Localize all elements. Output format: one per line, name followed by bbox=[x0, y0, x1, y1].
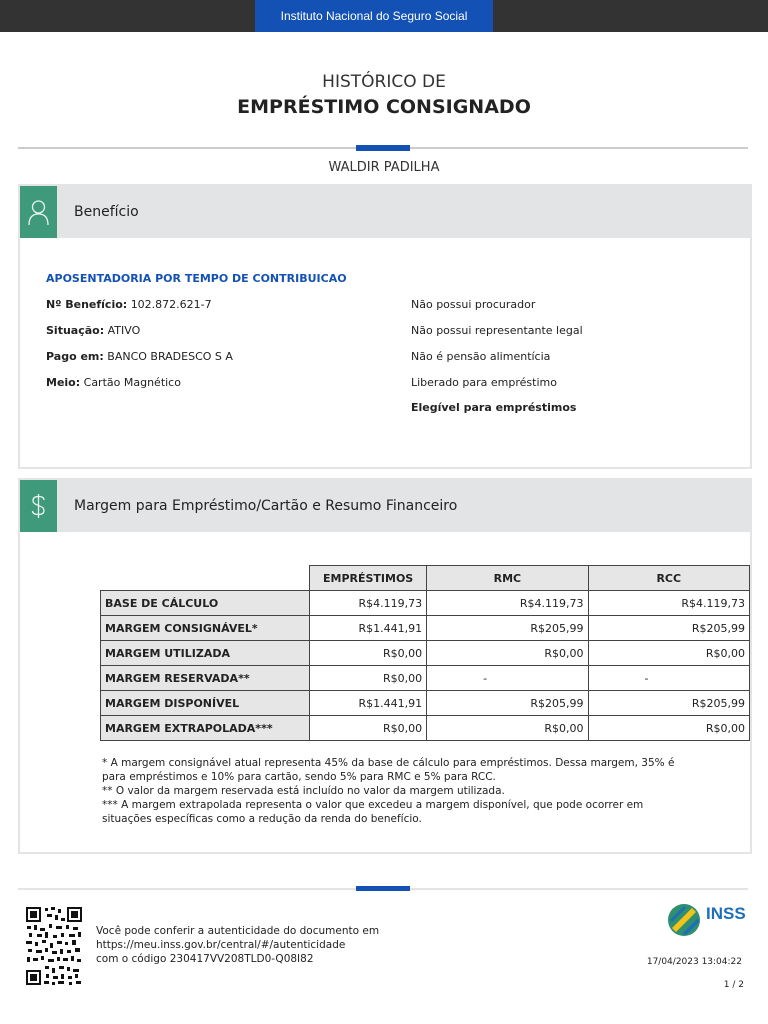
benefit-method-label: Meio: bbox=[46, 376, 81, 389]
cell-rcc: R$0,00 bbox=[588, 641, 749, 666]
table-row bbox=[101, 666, 750, 691]
benefit-alimony-status: Não é pensão alimentícia bbox=[411, 350, 551, 363]
benefit-attorney-status: Não possui procurador bbox=[411, 298, 536, 311]
inss-logo bbox=[666, 902, 746, 938]
cell-rmc: R$4.119,73 bbox=[427, 591, 588, 616]
person-icon bbox=[27, 198, 50, 226]
cell-rcc: R$205,99 bbox=[588, 616, 749, 641]
cell-loans: R$0,00 bbox=[310, 716, 427, 741]
finance-section-title: Margem para Empréstimo/Cartão e Resumo Financeiro bbox=[74, 498, 458, 514]
dollar-icon-box bbox=[20, 480, 57, 532]
finance-table-corner bbox=[101, 566, 310, 591]
finance-card-header bbox=[20, 480, 750, 532]
cell-rmc: R$205,99 bbox=[427, 691, 588, 716]
cell-loans: R$4.119,73 bbox=[310, 591, 427, 616]
authenticity-url: https://meu.inss.gov.br/central/#/autenticidade bbox=[96, 939, 346, 951]
column-header-loans: EMPRÉSTIMOS bbox=[310, 566, 427, 591]
benefit-method-value: Cartão Magnético bbox=[83, 376, 181, 389]
page-number: 1 / 2 bbox=[723, 980, 744, 990]
person-icon-box bbox=[20, 186, 57, 238]
benefit-section-title: Benefício bbox=[74, 204, 139, 220]
footer-divider-accent bbox=[356, 886, 410, 891]
benefit-card bbox=[18, 184, 752, 469]
authenticity-code: com o código 230417VV208TLD0-Q08I82 bbox=[96, 953, 314, 965]
benefit-status-label: Situação: bbox=[46, 324, 105, 337]
row-label: MARGEM UTILIZADA bbox=[101, 641, 310, 666]
benefit-paid-value: BANCO BRADESCO S A bbox=[107, 350, 233, 363]
benefit-loan-release-status: Liberado para empréstimo bbox=[411, 376, 557, 389]
benefit-method-row bbox=[46, 376, 181, 389]
document-title-line1: HISTÓRICO DE bbox=[322, 72, 446, 92]
issue-datetime: 17/04/2023 13:04:22 bbox=[646, 957, 742, 967]
cell-loans: R$1.441,91 bbox=[310, 616, 427, 641]
top-bar bbox=[0, 0, 768, 32]
cell-rmc: R$0,00 bbox=[427, 716, 588, 741]
table-row bbox=[101, 716, 750, 741]
authenticity-line: Você pode conferir a autenticidade do documento em bbox=[96, 925, 380, 937]
finance-table bbox=[100, 565, 750, 741]
inss-logo-icon bbox=[666, 902, 702, 938]
cell-rmc: R$205,99 bbox=[427, 616, 588, 641]
table-row bbox=[101, 641, 750, 666]
title-divider-accent bbox=[356, 145, 410, 151]
note-extrapolated: *** A margem extrapolada representa o valor que excedeu a margem disponível, que pode ocorrer em situações específicas como a redução da renda do benefício. bbox=[102, 799, 644, 825]
row-label: MARGEM CONSIGNÁVEL* bbox=[101, 616, 310, 641]
benefit-status-row bbox=[46, 324, 140, 337]
benefit-representative-status: Não possui representante legal bbox=[411, 324, 583, 337]
inss-logo-text: INSS bbox=[706, 904, 746, 923]
cell-loans: R$1.441,91 bbox=[310, 691, 427, 716]
row-label: MARGEM EXTRAPOLADA*** bbox=[101, 716, 310, 741]
cell-loans: R$0,00 bbox=[310, 666, 427, 691]
benefit-card-header bbox=[20, 186, 750, 238]
authenticity-note bbox=[96, 924, 379, 966]
cell-rcc: R$205,99 bbox=[588, 691, 749, 716]
dollar-icon bbox=[27, 492, 50, 520]
benefit-eligibility-status: Elegível para empréstimos bbox=[411, 401, 577, 414]
finance-notes bbox=[102, 756, 692, 826]
row-label: MARGEM RESERVADA** bbox=[101, 666, 310, 691]
brand-label: Instituto Nacional do Seguro Social bbox=[255, 0, 493, 32]
document-title-line2: EMPRÉSTIMO CONSIGNADO bbox=[237, 96, 531, 118]
note-reserved: ** O valor da margem reservada está incluído no valor da margem utilizada. bbox=[102, 785, 505, 797]
column-header-rmc: RMC bbox=[427, 566, 588, 591]
table-row bbox=[101, 691, 750, 716]
benefit-number-value: 102.872.621-7 bbox=[130, 298, 212, 311]
row-label: MARGEM DISPONÍVEL bbox=[101, 691, 310, 716]
benefit-number-label: Nº Benefício: bbox=[46, 298, 128, 311]
row-label: BASE DE CÁLCULO bbox=[101, 591, 310, 616]
column-header-rcc: RCC bbox=[588, 566, 749, 591]
cell-rmc: R$0,00 bbox=[427, 641, 588, 666]
cell-rcc: - bbox=[588, 666, 749, 691]
benefit-paid-row bbox=[46, 350, 233, 363]
finance-table-header-row bbox=[101, 566, 750, 591]
qr-code-icon bbox=[25, 906, 83, 986]
benefit-type: APOSENTADORIA POR TEMPO DE CONTRIBUICAO bbox=[46, 272, 347, 285]
cell-rcc: R$0,00 bbox=[588, 716, 749, 741]
cell-rcc: R$4.119,73 bbox=[588, 591, 749, 616]
cell-rmc: - bbox=[427, 666, 588, 691]
person-name: WALDIR PADILHA bbox=[328, 160, 440, 175]
benefit-number-row bbox=[46, 298, 212, 311]
cell-loans: R$0,00 bbox=[310, 641, 427, 666]
note-consignable: * A margem consignável atual representa 45% da base de cálculo para empréstimos. Dessa margem, 35% é para empréstimos e 10% para cartão, sendo 5% para RMC e 5% para RCC. bbox=[102, 757, 675, 783]
benefit-paid-label: Pago em: bbox=[46, 350, 104, 363]
finance-card bbox=[18, 478, 752, 854]
table-row bbox=[101, 616, 750, 641]
table-row bbox=[101, 591, 750, 616]
benefit-status-value: ATIVO bbox=[107, 324, 141, 337]
